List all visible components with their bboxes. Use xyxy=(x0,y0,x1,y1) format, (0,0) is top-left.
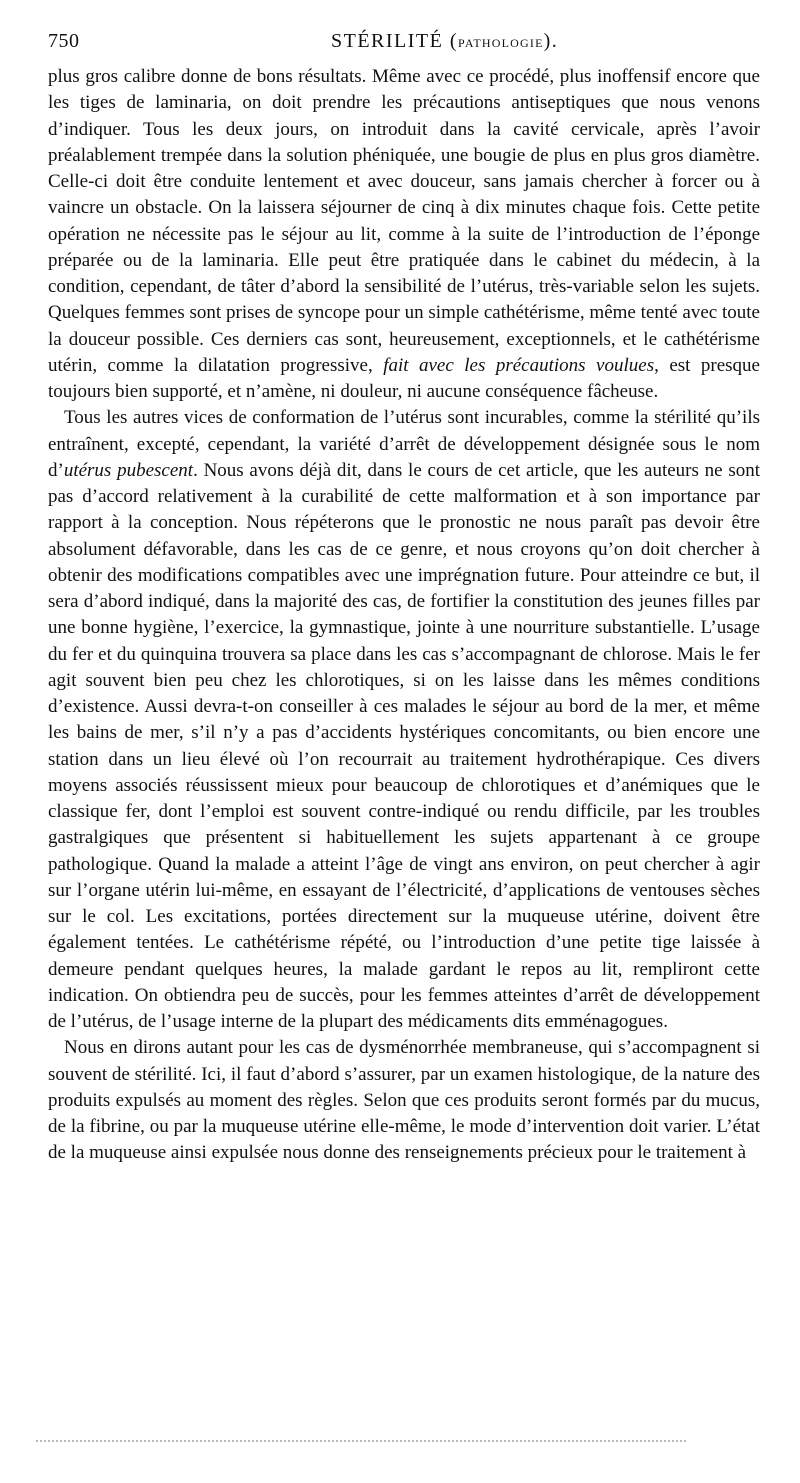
footer-dotted-rule xyxy=(36,1436,686,1448)
running-head-title: STÉRILITÉ xyxy=(331,30,444,52)
italic-phrase: fait avec les précautions voulues xyxy=(383,354,655,376)
paragraph-vices-de-conformation xyxy=(48,405,760,1035)
text-run: plus gros calibre donne de bons résultats. Même avec ce procédé, plus inoffensif encore que les tiges de laminaria, on doit prendre les précautions antiseptiques que nous venons d’indiquer. Tous les deux jours, on introduit dans la cavité cervicale, après l’avoir préalablement trempée dans la solution phéniquée, une bougie de plus en plus gros diamètre. Celle-ci doit être conduite lentement et avec douceur, sans jamais chercher à forcer ou à vaincre un obstacle. On la laissera séjourner de cinq à dix minutes chaque fois. Cette petite opération ne nécessite pas le séjour au lit, comme à la suite de l’introduction de l’éponge préparée ou de la laminaria. Elle peut être pratiquée dans le cabinet du médecin, à la condition, cependant, de tâter d’abord la sensibilité de l’utérus, très-variable selon les sujets. Quelques femmes sont prises de syncope pour un simple cathétérisme, même tenté avec toute la douceur possible. Ces derniers cas sont, heureusement, exceptionnels, et le cathétérisme utérin, comme la dilatation progressive, xyxy=(48,66,760,376)
dotted-line xyxy=(36,1440,686,1442)
text-run: . Nous avons déjà dit, dans le cours de cet article, que les auteurs ne sont pas d’accord relativement à la curabilité de cette malformation et à son importance par rapport à la conception. Nous répéterons que le pronostic ne nous paraît pas devoir être absolument défavorable, dans les cas de ce genre, et nous croyons qu’on doit chercher à obtenir des modifications compatibles avec une imprégnation future. Pour atteindre ce but, il sera d’abord indiqué, dans la majorité des cas, de fortifier la constitution des jeunes filles par une bonne hygiène, l’exercice, la gymnastique, jointe à une nourriture substantielle. L’usage du fer et du quinquina trouvera sa place dans les cas s’accompagnant de chlorose. Mais le fer agit souvent bien peu chez les chlorotiques, si on les laisse dans les mêmes conditions d’existence. Aussi devra-t-on conseiller à ces malades le séjour au bord de la mer, et même les bains de mer, s’il n’y a pas d’accidents hystériques concomitants, ou bien encore une station dans un lieu élevé où l’on recourrait au traitement hydrothérapique. Ces divers moyens associés réussissent mieux pour beaucoup de chlorotiques et d’anémiques que le classique fer, dont l’emploi est souvent contre-indiqué ou rendu difficile, par les troubles gastralgiques que présentent si habituellement les sujets appartenant à ce groupe pathologique. Quand la malade a atteint l’âge de vingt ans environ, on peut chercher à agir sur l’organe utérin lui-même, en essayant de l’électricité, d’applications de ventouses sèches sur le col. Les excitations, portées directement sur la muqueuse utérine, doivent être également tentées. Le cathétérisme répété, ou l’introduction d’une petite tige laissée à demeure pendant quelques heures, la malade gardant le repos au lit, rempliront cette indication. On obtiendra peu de succès, pour les femmes atteintes d’arrêt de développement de l’utérus, de l’usage interne de la plupart des médicaments dits emménagogues. xyxy=(48,459,760,1032)
running-head xyxy=(331,30,558,53)
running-head-close-paren: ). xyxy=(543,30,559,52)
text-run: , est presque toujours bien supporté, et n’amène, ni douleur, ni aucune conséquence fâcheuse. xyxy=(48,354,760,402)
text-run: Nous en dirons autant pour les cas de dysménorrhée membraneuse, qui s’accompagnent si souvent de stérilité. Ici, il faut d’abord s’assurer, par un examen histologique, de la nature des produits expulsés au moment des règles. Selon que ces produits seront formés par du mucus, de la fibrine, ou par la muqueuse utérine elle-même, le mode d’intervention doit varier. L’état de la muqueuse ainsi expulsée nous donne des renseignements précieux pour le traitement à xyxy=(48,1037,760,1164)
running-head-open-paren: ( xyxy=(443,30,459,52)
italic-term: utérus pubescent xyxy=(63,459,194,481)
page-header xyxy=(48,30,758,60)
paragraph-continuation xyxy=(48,64,760,405)
body-text xyxy=(48,64,760,1167)
running-head-subtitle: PATHOLOGIE xyxy=(458,36,544,50)
text-run: Tous les autres vices de conformation de l’utérus sont incurables, comme la stérilité qu’ils entraînent, excepté, cependant, la variété d’arrêt de développement désignée sous le nom d’ xyxy=(48,407,760,481)
paragraph-dysmenorrhee xyxy=(48,1035,760,1166)
page-number: 750 xyxy=(48,30,80,52)
